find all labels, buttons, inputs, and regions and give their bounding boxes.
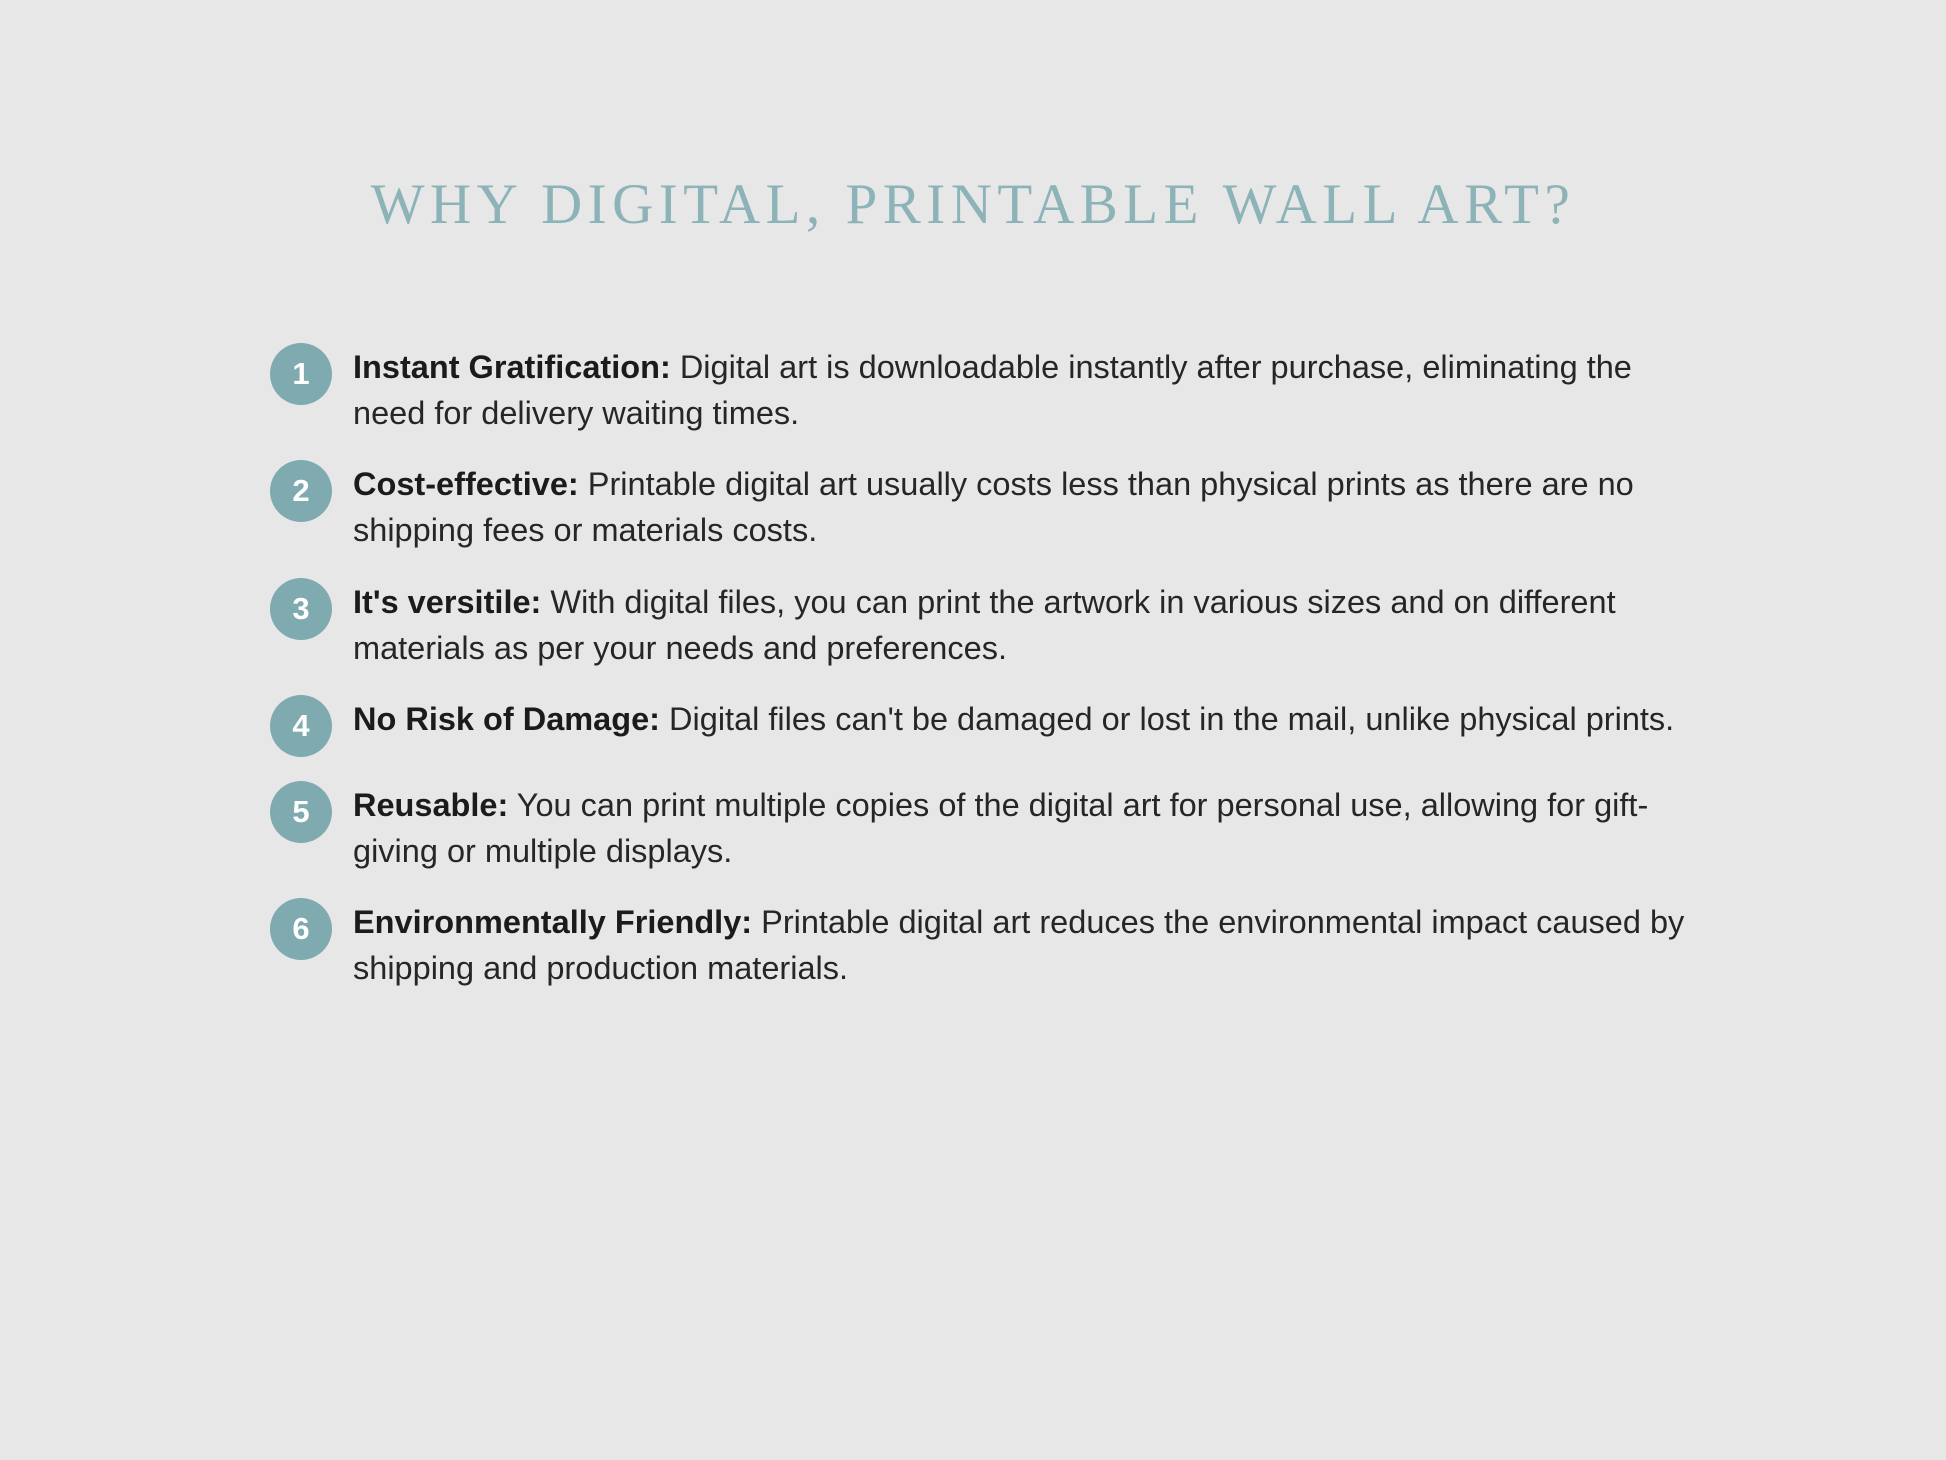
item-heading: Reusable: bbox=[353, 786, 509, 823]
item-text bbox=[353, 778, 1700, 874]
list-item bbox=[270, 778, 1700, 874]
page-title: WHY DIGITAL, PRINTABLE WALL ART? bbox=[370, 173, 1576, 236]
item-text bbox=[353, 692, 1700, 742]
list-item bbox=[270, 895, 1700, 991]
item-number-badge: 1 bbox=[270, 343, 332, 405]
item-heading: No Risk of Damage: bbox=[353, 700, 661, 737]
item-text bbox=[353, 895, 1700, 991]
list-item bbox=[270, 692, 1700, 757]
item-text bbox=[353, 340, 1700, 436]
item-number-badge: 4 bbox=[270, 695, 332, 757]
benefits-list bbox=[270, 340, 1700, 1012]
item-body: Printable digital art reduces the environmental impact caused by shipping and production materials. bbox=[353, 904, 1685, 987]
list-item bbox=[270, 457, 1700, 553]
item-body: With digital files, you can print the artwork in various sizes and on different materials as per your needs and preferences. bbox=[353, 583, 1616, 666]
item-body: Digital files can't be damaged or lost in the mail, unlike physical prints. bbox=[669, 700, 1675, 737]
list-item bbox=[270, 575, 1700, 671]
item-body: Digital art is downloadable instantly after purchase, eliminating the need for delivery waiting times. bbox=[353, 349, 1632, 432]
item-heading: Instant Gratification: bbox=[353, 349, 671, 385]
item-number-badge: 2 bbox=[270, 460, 332, 522]
item-number-badge: 3 bbox=[270, 578, 332, 640]
item-text bbox=[353, 457, 1700, 553]
item-text bbox=[353, 575, 1700, 671]
list-item bbox=[270, 340, 1700, 436]
item-heading: It's versitile: bbox=[353, 583, 542, 620]
item-number-badge: 5 bbox=[270, 781, 332, 843]
item-number-badge: 6 bbox=[270, 898, 332, 960]
item-body: You can print multiple copies of the digital art for personal use, allowing for gift-giving or multiple displays. bbox=[353, 786, 1649, 869]
item-heading: Environmentally Friendly: bbox=[353, 904, 753, 941]
item-body: Printable digital art usually costs less than physical prints as there are no shipping fees or materials costs. bbox=[353, 466, 1634, 549]
item-heading: Cost-effective: bbox=[353, 466, 579, 503]
